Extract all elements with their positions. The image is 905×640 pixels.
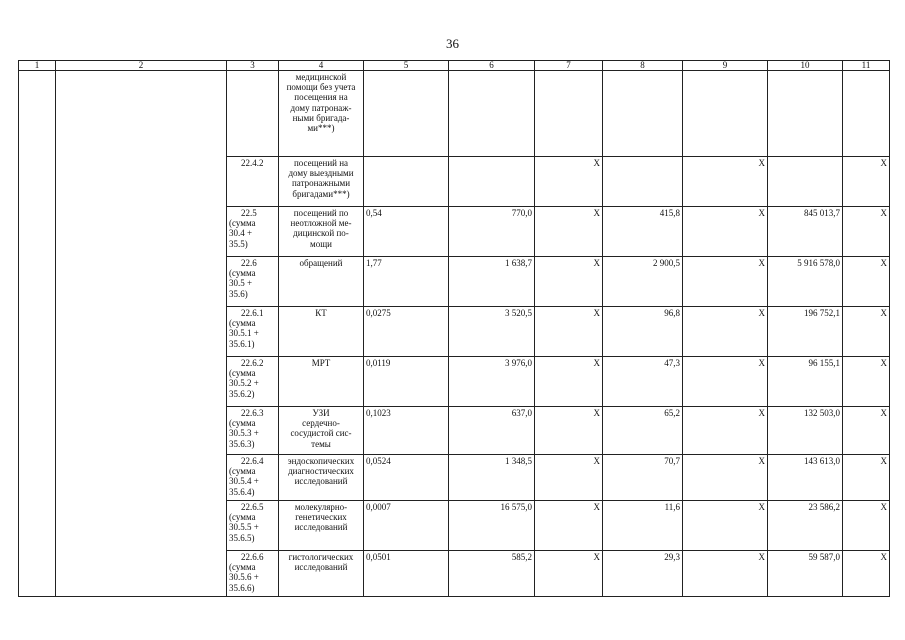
col-header-3: 3 (227, 61, 279, 71)
table-body (19, 71, 890, 597)
col9-mark: X (683, 501, 768, 551)
col9-mark: X (683, 157, 768, 207)
col-header-7: 7 (535, 61, 603, 71)
code-line: (сумма (229, 318, 256, 329)
code-line: (сумма (229, 512, 256, 523)
col10-value: 5 916 578,0 (768, 257, 843, 307)
name-line: диагностических (288, 466, 354, 477)
name-line: помощи без учета (286, 82, 356, 93)
name-line: дому патронаж- (290, 102, 352, 113)
code-cell (227, 71, 279, 157)
col6-value: 1 348,5 (449, 455, 535, 501)
name-line: обращений (299, 258, 343, 268)
code-line: 30.5.4 + (229, 476, 259, 487)
code-cell (227, 551, 279, 597)
code-line: 35.6.6) (229, 582, 255, 593)
code-line: 22.6 (241, 258, 257, 268)
code-line: 35.6.1) (229, 338, 255, 349)
name-line: исследований (294, 522, 348, 533)
col-header-11: 11 (843, 61, 890, 71)
code-line: 30.5.1 + (229, 328, 259, 339)
name-line: КТ (315, 308, 327, 318)
code-line: 22.6.6 (241, 552, 264, 562)
code-line: 30.5.2 + (229, 378, 259, 389)
name-cell (279, 71, 364, 157)
name-line: генетических (295, 512, 347, 523)
name-line: исследований (294, 476, 348, 487)
col5-value: 0,54 (364, 207, 449, 257)
code-cell (227, 501, 279, 551)
col11-mark: X (843, 407, 890, 455)
data-table (18, 60, 890, 597)
col8-value: 2 900,5 (603, 257, 683, 307)
code-cell (227, 307, 279, 357)
name-line: УЗИ (312, 408, 330, 418)
col10-value (768, 71, 843, 157)
name-line: сосудистой сис- (290, 428, 352, 439)
name-line: исследований (294, 562, 348, 573)
name-line: бригадами***) (292, 188, 350, 199)
col-header-6: 6 (449, 61, 535, 71)
code-line: 22.6.1 (241, 308, 264, 318)
name-line: дицинской по- (293, 228, 349, 239)
col7-mark: X (535, 157, 603, 207)
col11-mark: X (843, 551, 890, 597)
code-line: 22.6.3 (241, 408, 264, 418)
col-header-9: 9 (683, 61, 768, 71)
col7-mark: X (535, 357, 603, 407)
col5-value: 0,1023 (364, 407, 449, 455)
name-line: посещения на (294, 92, 348, 103)
col5-value: 0,0524 (364, 455, 449, 501)
name-line: ными бригада- (292, 112, 350, 123)
code-cell (227, 207, 279, 257)
col-header-1: 1 (19, 61, 56, 71)
col11-mark (843, 71, 890, 157)
code-line: 35.6.3) (229, 438, 255, 449)
code-line: (сумма (229, 562, 256, 573)
col11-mark: X (843, 501, 890, 551)
code-line: 35.6.4) (229, 486, 255, 497)
col5-value: 0,0119 (364, 357, 449, 407)
col7-mark: X (535, 307, 603, 357)
col9-mark: X (683, 551, 768, 597)
name-cell (279, 157, 364, 207)
code-line: (сумма (229, 268, 256, 279)
col10-value: 59 587,0 (768, 551, 843, 597)
col10-value: 96 155,1 (768, 357, 843, 407)
col6-value (449, 71, 535, 157)
col8-value: 29,3 (603, 551, 683, 597)
col11-mark: X (843, 157, 890, 207)
code-line: 22.5 (241, 208, 257, 218)
col7-mark: X (535, 501, 603, 551)
name-cell (279, 207, 364, 257)
col6-value: 770,0 (449, 207, 535, 257)
col11-mark: X (843, 357, 890, 407)
col9-mark (683, 71, 768, 157)
code-line: 22.6.5 (241, 502, 264, 512)
col10-value: 143 613,0 (768, 455, 843, 501)
col8-value: 47,3 (603, 357, 683, 407)
col6-value: 585,2 (449, 551, 535, 597)
table-row (19, 71, 890, 157)
col7-mark (535, 71, 603, 157)
col9-mark: X (683, 207, 768, 257)
col-header-2: 2 (56, 61, 227, 71)
col6-value: 3 520,5 (449, 307, 535, 357)
name-line: ми***) (307, 123, 335, 134)
col-header-4: 4 (279, 61, 364, 71)
col6-value: 3 976,0 (449, 357, 535, 407)
col8-value (603, 157, 683, 207)
col8-value: 96,8 (603, 307, 683, 357)
name-cell (279, 551, 364, 597)
page-number: 36 (446, 36, 459, 51)
col9-mark: X (683, 357, 768, 407)
name-line: МРТ (311, 358, 331, 368)
code-line: (сумма (229, 368, 256, 379)
col8-value: 70,7 (603, 455, 683, 501)
col6-value: 16 575,0 (449, 501, 535, 551)
code-cell (227, 455, 279, 501)
col5-value: 1,77 (364, 257, 449, 307)
code-cell (227, 407, 279, 455)
col10-value: 132 503,0 (768, 407, 843, 455)
col7-mark: X (535, 455, 603, 501)
code-line: 30.5.5 + (229, 522, 259, 533)
code-line: 30.5.6 + (229, 572, 259, 583)
name-cell (279, 357, 364, 407)
col6-value: 1 638,7 (449, 257, 535, 307)
name-line: сердечно- (302, 418, 340, 429)
code-line: 22.4.2 (241, 158, 264, 168)
name-line: темы (311, 438, 331, 449)
col5-value: 0,0501 (364, 551, 449, 597)
code-line: 35.6.2) (229, 388, 255, 399)
name-line: эндоскопических (287, 456, 355, 466)
name-cell (279, 501, 364, 551)
name-line: неотложной ме- (290, 218, 352, 229)
col9-mark: X (683, 307, 768, 357)
col11-mark: X (843, 307, 890, 357)
name-cell (279, 307, 364, 357)
code-line: (сумма (229, 418, 256, 429)
code-line: 35.5) (229, 238, 248, 249)
col5-value: 0,0007 (364, 501, 449, 551)
col7-mark: X (535, 551, 603, 597)
code-line: 22.6.2 (241, 358, 264, 368)
code-line: 35.6) (229, 288, 248, 299)
col2-cell (56, 71, 227, 597)
name-cell (279, 257, 364, 307)
col8-value: 65,2 (603, 407, 683, 455)
code-cell (227, 357, 279, 407)
col10-value: 845 013,7 (768, 207, 843, 257)
col10-value: 196 752,1 (768, 307, 843, 357)
col8-value: 11,6 (603, 501, 683, 551)
col7-mark: X (535, 257, 603, 307)
col-header-8: 8 (603, 61, 683, 71)
col-header-10: 10 (768, 61, 843, 71)
name-line: мощи (310, 238, 332, 249)
name-line: гистологических (288, 552, 354, 562)
name-line: патронажными (291, 178, 351, 189)
name-line: молекулярно- (294, 502, 348, 512)
code-line: (сумма (229, 218, 256, 229)
col8-value (603, 71, 683, 157)
col9-mark: X (683, 257, 768, 307)
col9-mark: X (683, 407, 768, 455)
col-header-5: 5 (364, 61, 449, 71)
col7-mark: X (535, 407, 603, 455)
column-number-row (19, 61, 890, 71)
col11-mark: X (843, 455, 890, 501)
col7-mark: X (535, 207, 603, 257)
name-line: посещений по (293, 208, 349, 218)
code-line: 35.6.5) (229, 532, 255, 543)
code-line: 22.6.4 (241, 456, 264, 466)
name-cell (279, 407, 364, 455)
code-line: 30.5.3 + (229, 428, 259, 439)
code-cell (227, 157, 279, 207)
name-cell (279, 455, 364, 501)
name-line: медицинской (295, 72, 347, 82)
code-line: 30.4 + (229, 228, 253, 239)
code-line: 30.5 + (229, 278, 253, 289)
col11-mark: X (843, 257, 890, 307)
col8-value: 415,8 (603, 207, 683, 257)
col5-value (364, 71, 449, 157)
col5-value (364, 157, 449, 207)
col6-value: 637,0 (449, 407, 535, 455)
code-cell (227, 257, 279, 307)
name-line: дому выездными (288, 168, 354, 179)
col10-value: 23 586,2 (768, 501, 843, 551)
col6-value (449, 157, 535, 207)
name-line: посещений на (293, 158, 349, 168)
col11-mark: X (843, 207, 890, 257)
col9-mark: X (683, 455, 768, 501)
code-line: (сумма (229, 466, 256, 477)
col10-value (768, 157, 843, 207)
col1-cell (19, 71, 56, 597)
col5-value: 0,0275 (364, 307, 449, 357)
